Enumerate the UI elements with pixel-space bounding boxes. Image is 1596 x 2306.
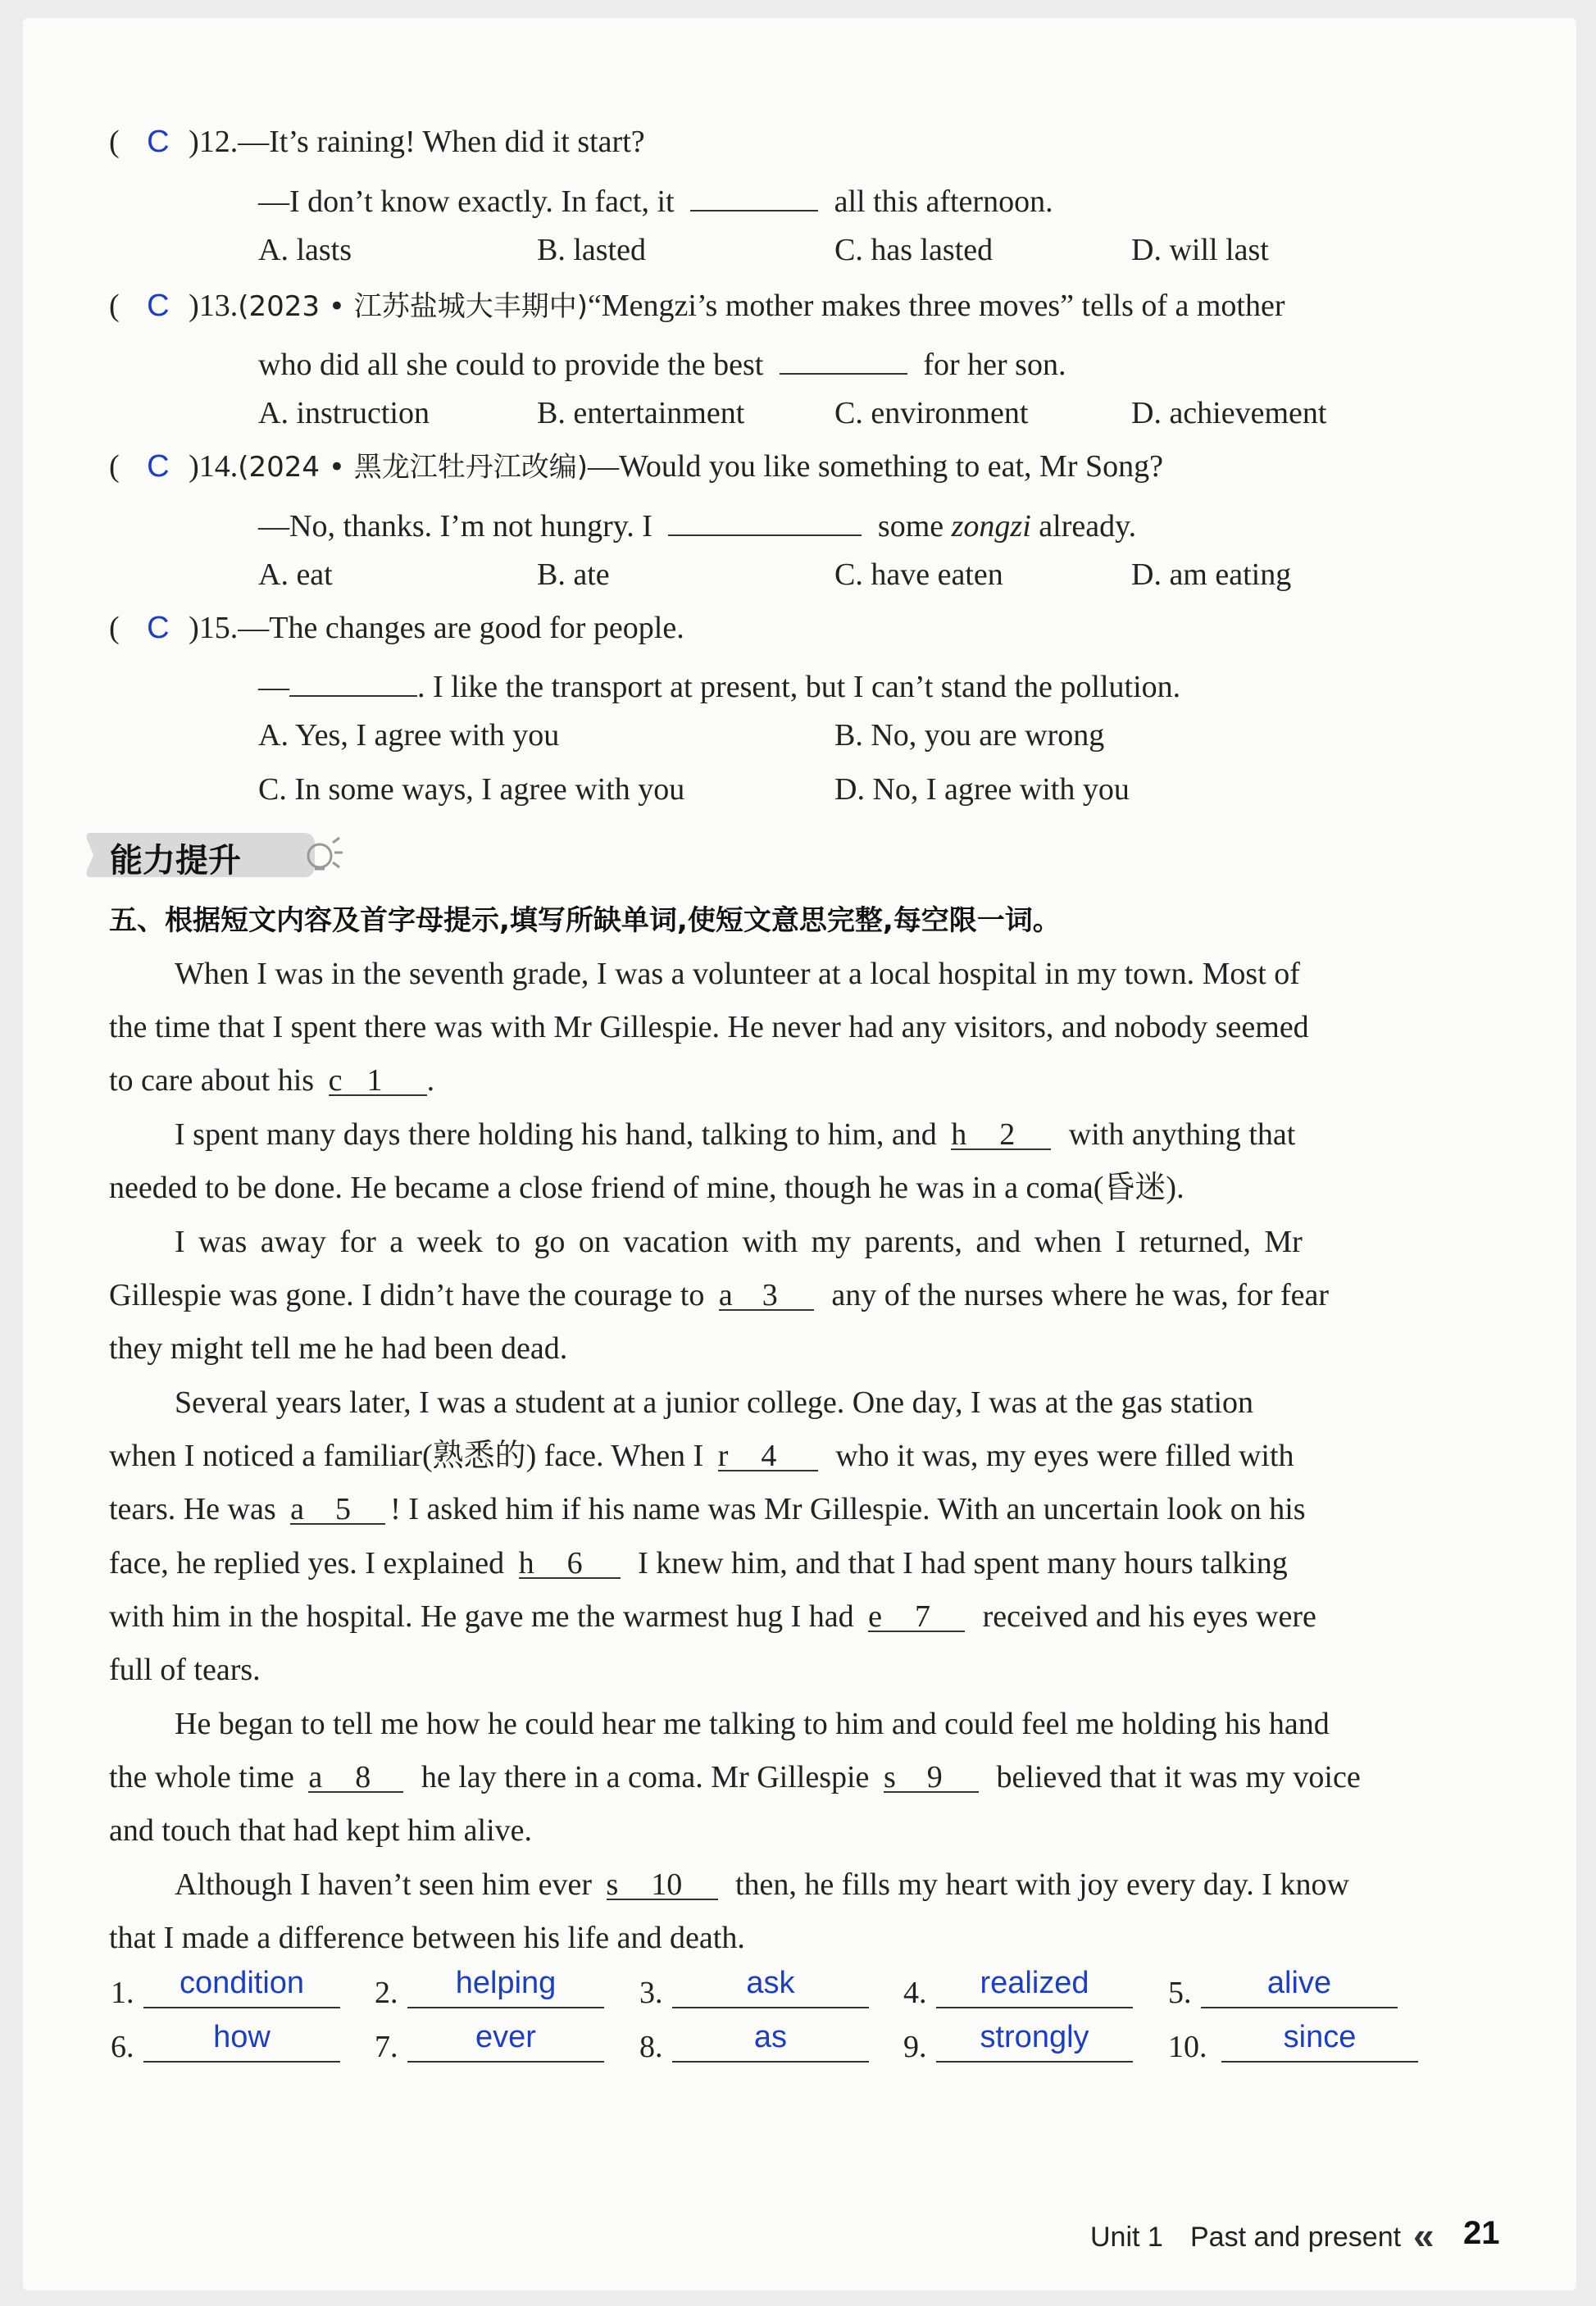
question-14-option-c: C. have eaten (834, 557, 1003, 592)
answer-blank-10: since (1221, 2020, 1418, 2063)
answer-number: 2. (375, 1976, 398, 2010)
question-14-line2: —No, thanks. I’m not hungry. I some zongzi already. (258, 502, 1136, 545)
question-12-option-c: C. has lasted (834, 233, 994, 267)
question-15-option-b: B. No, you are wrong (834, 718, 1105, 753)
blank (690, 177, 818, 211)
passage-line: Gillespie was gone. I didn’t have the courage to a 3 any of the nurses where he was, for fear (109, 1278, 1330, 1312)
question-13-option-d: D. achievement (1131, 396, 1327, 430)
answer-blank-6: how (143, 2020, 340, 2063)
answer-blank-5: alive (1201, 1966, 1398, 2008)
answer-14: C (147, 449, 170, 484)
hint-blank-3: a 3 (719, 1276, 814, 1311)
question-14: ( C )14.(2024 • 黑龙江牡丹江改编)—Would you like something to eat, Mr Song? (109, 449, 1163, 484)
blank (289, 662, 417, 697)
answer-number: 1. (111, 1976, 134, 2010)
answer-blank-9: strongly (936, 2020, 1133, 2063)
passage-line: tears. He was a 5 ! I asked him if his name was Mr Gillespie. With an uncertain look on his (109, 1492, 1306, 1526)
answer-number: 5. (1168, 1976, 1192, 2010)
question-15-option-c: C. In some ways, I agree with you (258, 772, 685, 807)
passage-line: He began to tell me how he could hear me talking to him and could feel me holding his hand (175, 1707, 1330, 1741)
question-source: (2024 • 黑龙江牡丹江改编) (238, 451, 588, 484)
answer-number: 4. (903, 1976, 927, 2010)
hint-blank-6: h 6 (519, 1544, 621, 1579)
question-15-line2: — . I like the transport at present, but I can’t stand the pollution. (258, 662, 1180, 706)
hint-blank-7: e 7 (868, 1598, 965, 1632)
question-12: ( C )12.—It’s raining! When did it start? (109, 125, 645, 159)
answer-12: C (147, 125, 170, 159)
answer-13: C (147, 289, 170, 323)
passage-line: to care about his c 1 . (109, 1063, 435, 1098)
section-banner-title: 能力提升 (110, 842, 241, 880)
passage-line: that I made a difference between his life and death. (109, 1921, 745, 1955)
question-14-option-a: A. eat (258, 557, 333, 592)
question-14-option-d: D. am eating (1131, 557, 1292, 592)
passage-line: when I noticed a familiar(熟悉的) face. When I r 4 who it was, my eyes were filled with (109, 1439, 1294, 1473)
answer-blank-8: as (672, 2020, 869, 2063)
answer-blank-2: helping (407, 1966, 604, 2008)
answer-number: 9. (903, 2030, 927, 2064)
passage-line: Although I haven’t seen him ever s 10 then, he fills my heart with joy every day. I know (175, 1867, 1349, 1902)
footer-title: Past and present (1190, 2222, 1402, 2253)
blank (780, 340, 907, 375)
passage-line: the whole time a 8 he lay there in a coma. Mr Gillespie s 9 believed that it was my voice (109, 1760, 1361, 1794)
question-14-option-b: B. ate (537, 557, 610, 592)
answer-number: 6. (111, 2030, 134, 2064)
section-instruction: 五、根据短文内容及首字母提示,填写所缺单词,使短文意思完整,每空限一词。 (109, 904, 1061, 937)
page-number: 21 (1463, 2215, 1500, 2251)
passage-line: full of tears. (109, 1653, 261, 1687)
question-13-line2: who did all she could to provide the best for her son. (258, 340, 1066, 384)
section-banner (82, 828, 344, 880)
hint-blank-4: r 4 (718, 1437, 818, 1471)
answer-number: 10. (1168, 2030, 1207, 2064)
hint-blank-5: a 5 (290, 1490, 385, 1525)
blank (668, 502, 862, 536)
passage-line: the time that I spent there was with Mr Gillespie. He never had any visitors, and nobody seemed (109, 1010, 1309, 1044)
question-13-option-c: C. environment (834, 396, 1029, 430)
question-15: ( C )15.—The changes are good for people. (109, 611, 684, 645)
footer-chevrons-icon: « (1413, 2214, 1435, 2257)
answer-number: 3. (639, 1976, 663, 2010)
hint-blank-10: s 10 (607, 1866, 718, 1900)
passage-line: Several years later, I was a student at a junior college. One day, I was at the gas station (175, 1385, 1254, 1420)
hint-blank-2: h 2 (951, 1116, 1051, 1150)
question-source: (2023 • 江苏盐城大丰期中) (238, 290, 588, 323)
question-12-option-b: B. lasted (537, 233, 646, 267)
question-13-option-b: B. entertainment (537, 396, 745, 430)
answer-blank-4: realized (936, 1966, 1133, 2008)
answer-blank-3: ask (672, 1966, 869, 2008)
passage-line: When I was in the seventh grade, I was a volunteer at a local hospital in my town. Most of (175, 957, 1300, 991)
answer-blank-7: ever (407, 2020, 604, 2063)
hint-blank-1: c 1 (329, 1062, 427, 1096)
passage-line: face, he replied yes. I explained h 6 I knew him, and that I had spent many hours talking (109, 1546, 1288, 1581)
question-13: ( C )13.(2023 • 江苏盐城大丰期中)“Mengzi’s mother makes three moves” tells of a mother (109, 289, 1285, 323)
passage-line: I spent many days there holding his hand, talking to him, and h 2 with anything that (175, 1117, 1296, 1152)
answer-number: 7. (375, 2030, 398, 2064)
question-15-option-d: D. No, I agree with you (834, 772, 1130, 807)
passage-line: I was away for a week to go on vacation with my parents, and when I returned, Mr (175, 1225, 1303, 1259)
hint-blank-9: s 9 (884, 1758, 979, 1793)
passage-line: with him in the hospital. He gave me the warmest hug I had e 7 received and his eyes were (109, 1599, 1316, 1634)
passage-line: and touch that had kept him alive. (109, 1813, 533, 1848)
answer-number: 8. (639, 2030, 663, 2064)
question-12-option-a: A. lasts (258, 233, 352, 267)
hint-blank-8: a 8 (308, 1758, 403, 1793)
passage-line: they might tell me he had been dead. (109, 1331, 568, 1366)
question-12-option-d: D. will last (1131, 233, 1269, 267)
answer-15: C (147, 611, 170, 645)
question-13-option-a: A. instruction (258, 396, 430, 430)
answer-blank-1: condition (143, 1966, 340, 2008)
question-12-line2: —I don’t know exactly. In fact, it all this afternoon. (258, 177, 1053, 221)
question-15-option-a: A. Yes, I agree with you (258, 718, 560, 753)
passage-line: needed to be done. He became a close friend of mine, though he was in a coma(昏迷). (109, 1171, 1184, 1205)
footer-unit: Unit 1 (1090, 2222, 1163, 2253)
